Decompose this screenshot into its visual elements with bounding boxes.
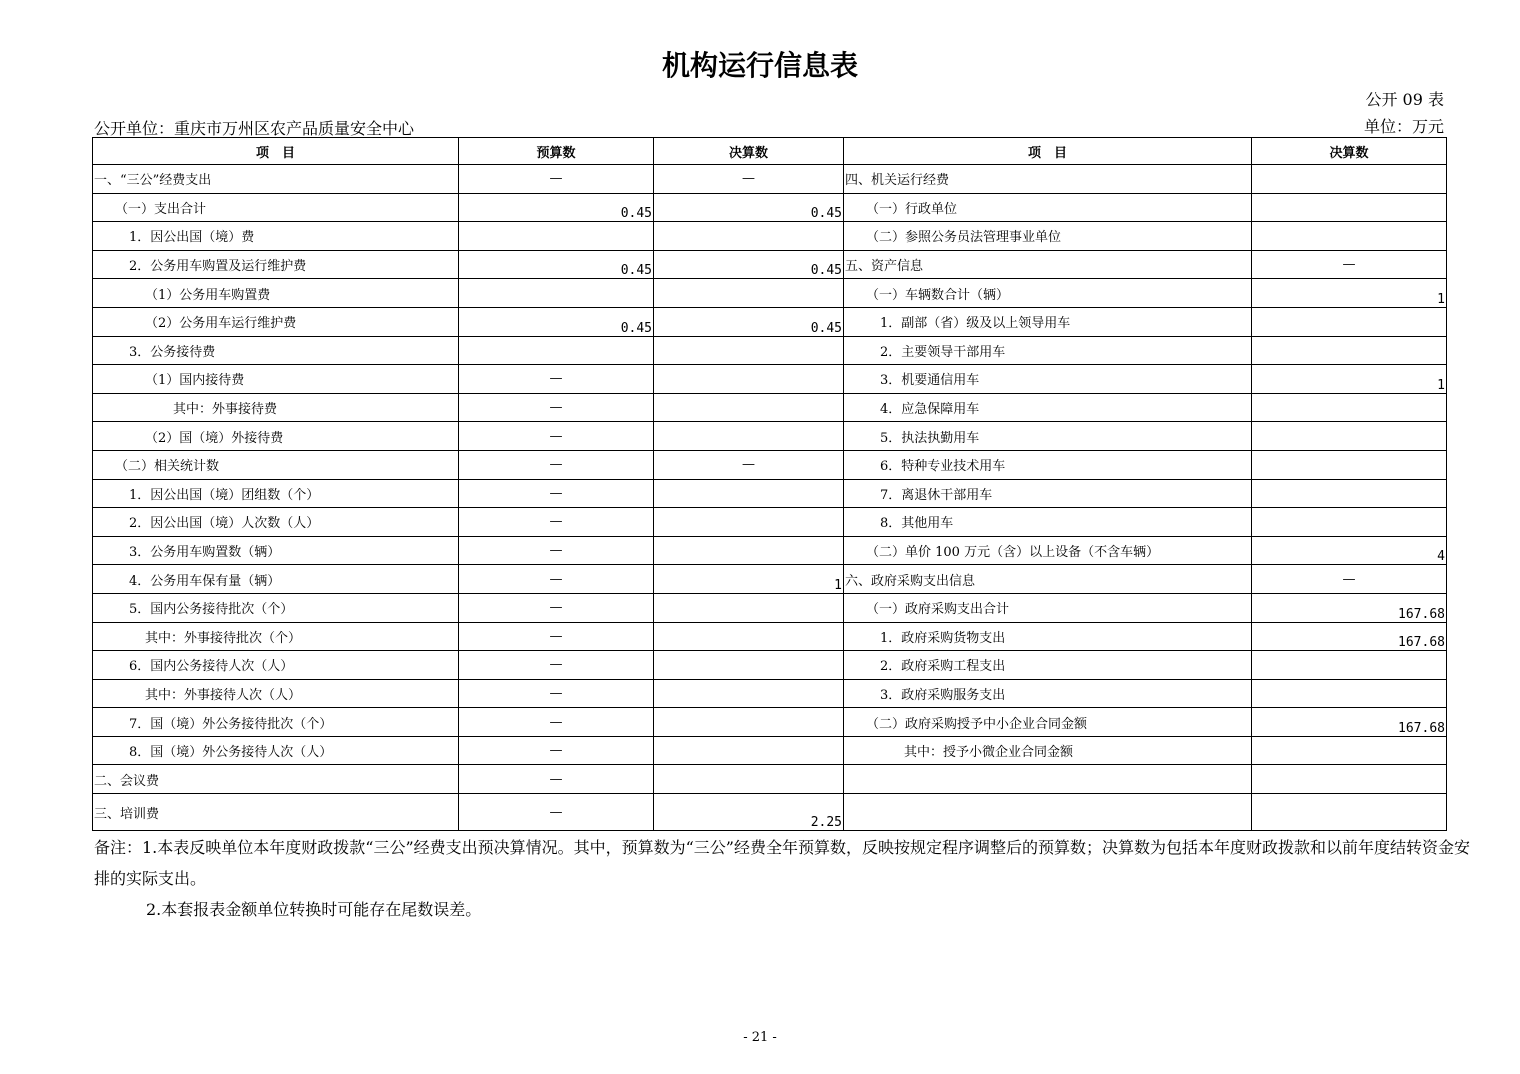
page-title: 机构运行信息表 bbox=[661, 49, 858, 82]
cell-item-right: 2．主要领导干部用车 bbox=[844, 336, 1252, 365]
cell-item-right: 六、政府采购支出信息 bbox=[844, 565, 1252, 594]
cell-final-left bbox=[654, 508, 844, 537]
cell-budget: — bbox=[459, 536, 654, 565]
cell-final-left bbox=[654, 708, 844, 737]
cell-item-right: （二）单价 100 万元（含）以上设备（不含车辆） bbox=[844, 536, 1252, 565]
cell-item-left: （2）公务用车运行维护费 bbox=[93, 307, 459, 336]
cell-final-left bbox=[654, 765, 844, 794]
cell-final-right bbox=[1252, 165, 1447, 194]
cell-item-right: 1．政府采购货物支出 bbox=[844, 622, 1252, 651]
table-row bbox=[93, 365, 1447, 394]
cell-budget bbox=[459, 222, 654, 251]
cell-item-right: 3．政府采购服务支出 bbox=[844, 679, 1252, 708]
cell-final-right: 1 bbox=[1252, 365, 1447, 394]
cell-final-right bbox=[1252, 765, 1447, 794]
cell-final-left bbox=[654, 536, 844, 565]
cell-item-right: （一）行政单位 bbox=[844, 193, 1252, 222]
cell-item-right: 3．机要通信用车 bbox=[844, 365, 1252, 394]
cell-item-left: 其中：外事接待人次（人） bbox=[93, 679, 459, 708]
header-budget: 预算数 bbox=[459, 138, 654, 165]
cell-item-right: 7．离退休干部用车 bbox=[844, 479, 1252, 508]
cell-budget bbox=[459, 336, 654, 365]
cell-final-left bbox=[654, 393, 844, 422]
notes bbox=[94, 832, 1484, 925]
page-number: - 21 - bbox=[743, 1030, 777, 1045]
cell-item-right: 5．执法执勤用车 bbox=[844, 422, 1252, 451]
cell-item-right: 四、机关运行经费 bbox=[844, 165, 1252, 194]
cell-final-left bbox=[654, 593, 844, 622]
table-row bbox=[93, 536, 1447, 565]
cell-final-left bbox=[654, 651, 844, 680]
cell-item-right bbox=[844, 794, 1252, 831]
note-line-1: 备注：1.本表反映单位本年度财政拨款“三公”经费支出预决算情况。其中，预算数为“三公”经费全年预算数，反映按规定程序调整后的预算数；决算数为包括本年度财政拨款和以前年度结转资金安排的实际支出。 bbox=[94, 838, 1470, 888]
cell-budget: — bbox=[459, 450, 654, 479]
cell-item-left: 1．因公出国（境）团组数（个） bbox=[93, 479, 459, 508]
cell-item-right: （二）参照公务员法管理事业单位 bbox=[844, 222, 1252, 251]
table-row bbox=[93, 193, 1447, 222]
cell-budget: — bbox=[459, 365, 654, 394]
cell-budget bbox=[459, 279, 654, 308]
header-final-right: 决算数 bbox=[1252, 138, 1447, 165]
cell-item-left: 4．公务用车保有量（辆） bbox=[93, 565, 459, 594]
cell-budget: — bbox=[459, 393, 654, 422]
cell-final-right bbox=[1252, 393, 1447, 422]
cell-final-right bbox=[1252, 651, 1447, 680]
cell-item-left: （2）国（境）外接待费 bbox=[93, 422, 459, 451]
cell-budget: 0.45 bbox=[459, 307, 654, 336]
header-item-left: 项 目 bbox=[93, 138, 459, 165]
cell-item-right: 8．其他用车 bbox=[844, 508, 1252, 537]
cell-budget: — bbox=[459, 651, 654, 680]
table-row bbox=[93, 422, 1447, 451]
cell-item-right: 4．应急保障用车 bbox=[844, 393, 1252, 422]
table-row bbox=[93, 279, 1447, 308]
cell-item-right: 6．特种专业技术用车 bbox=[844, 450, 1252, 479]
form-number: 公开 09 表 bbox=[1365, 90, 1444, 109]
cell-item-left: 三、培训费 bbox=[93, 794, 459, 831]
cell-final-left: — bbox=[654, 450, 844, 479]
cell-final-left bbox=[654, 622, 844, 651]
cell-budget: — bbox=[459, 508, 654, 537]
cell-budget: 0.45 bbox=[459, 250, 654, 279]
cell-final-right: — bbox=[1252, 250, 1447, 279]
cell-budget: — bbox=[459, 593, 654, 622]
cell-final-left: 0.45 bbox=[654, 193, 844, 222]
table-row bbox=[93, 479, 1447, 508]
cell-final-right: 167.68 bbox=[1252, 708, 1447, 737]
cell-item-right: 五、资产信息 bbox=[844, 250, 1252, 279]
cell-budget: — bbox=[459, 794, 654, 831]
table-row bbox=[93, 165, 1447, 194]
cell-item-left: 5．国内公务接待批次（个） bbox=[93, 593, 459, 622]
cell-budget: 0.45 bbox=[459, 193, 654, 222]
cell-item-left: 1．因公出国（境）费 bbox=[93, 222, 459, 251]
cell-item-right: 1．副部（省）级及以上领导用车 bbox=[844, 307, 1252, 336]
cell-budget: — bbox=[459, 679, 654, 708]
cell-final-left bbox=[654, 222, 844, 251]
table-row bbox=[93, 593, 1447, 622]
cell-budget: — bbox=[459, 736, 654, 765]
cell-final-left bbox=[654, 336, 844, 365]
cell-final-left: 1 bbox=[654, 565, 844, 594]
header-final-left: 决算数 bbox=[654, 138, 844, 165]
reporting-unit-name: 重庆市万州区农产品质量安全中心 bbox=[174, 119, 415, 138]
cell-final-right bbox=[1252, 679, 1447, 708]
table-row bbox=[93, 622, 1447, 651]
cell-item-left: 其中：外事接待批次（个） bbox=[93, 622, 459, 651]
table-row bbox=[93, 765, 1447, 794]
cell-final-right bbox=[1252, 422, 1447, 451]
cell-final-left: 0.45 bbox=[654, 250, 844, 279]
currency-unit: 单位：万元 bbox=[1363, 117, 1444, 136]
cell-item-left: 6．国内公务接待人次（人） bbox=[93, 651, 459, 680]
cell-final-left: 0.45 bbox=[654, 307, 844, 336]
cell-final-left bbox=[654, 365, 844, 394]
cell-item-right: （一）政府采购支出合计 bbox=[844, 593, 1252, 622]
cell-final-right bbox=[1252, 794, 1447, 831]
table-row bbox=[93, 336, 1447, 365]
cell-final-right bbox=[1252, 193, 1447, 222]
cell-item-left: （1）公务用车购置费 bbox=[93, 279, 459, 308]
cell-final-left bbox=[654, 279, 844, 308]
cell-item-left: 其中：外事接待费 bbox=[93, 393, 459, 422]
cell-final-left: — bbox=[654, 165, 844, 194]
cell-budget: — bbox=[459, 165, 654, 194]
cell-final-right bbox=[1252, 336, 1447, 365]
table-row bbox=[93, 679, 1447, 708]
cell-item-right: 2．政府采购工程支出 bbox=[844, 651, 1252, 680]
table-row bbox=[93, 250, 1447, 279]
cell-item-left: 2．公务用车购置及运行维护费 bbox=[93, 250, 459, 279]
cell-final-right: 167.68 bbox=[1252, 593, 1447, 622]
cell-budget: — bbox=[459, 565, 654, 594]
cell-final-left: 2.25 bbox=[654, 794, 844, 831]
cell-final-right: 167.68 bbox=[1252, 622, 1447, 651]
cell-item-left: （二）相关统计数 bbox=[93, 450, 459, 479]
cell-final-left bbox=[654, 422, 844, 451]
cell-item-left: （1）国内接待费 bbox=[93, 365, 459, 394]
cell-item-right: 其中：授予小微企业合同金额 bbox=[844, 736, 1252, 765]
cell-item-left: 8．国（境）外公务接待人次（人） bbox=[93, 736, 459, 765]
cell-budget: — bbox=[459, 765, 654, 794]
cell-final-right bbox=[1252, 450, 1447, 479]
cell-item-right: （一）车辆数合计（辆） bbox=[844, 279, 1252, 308]
table-row bbox=[93, 450, 1447, 479]
table-row bbox=[93, 393, 1447, 422]
cell-final-right: — bbox=[1252, 565, 1447, 594]
cell-item-left: 7．国（境）外公务接待批次（个） bbox=[93, 708, 459, 737]
cell-item-left: 2．因公出国（境）人次数（人） bbox=[93, 508, 459, 537]
table-row bbox=[93, 736, 1447, 765]
cell-final-left bbox=[654, 736, 844, 765]
cell-final-right: 4 bbox=[1252, 536, 1447, 565]
header-item-right: 项 目 bbox=[844, 138, 1252, 165]
cell-item-right: （二）政府采购授予中小企业合同金额 bbox=[844, 708, 1252, 737]
cell-budget: — bbox=[459, 422, 654, 451]
table-header-row bbox=[93, 138, 1447, 165]
reporting-unit bbox=[94, 116, 414, 139]
table-row bbox=[93, 794, 1447, 831]
cell-item-right bbox=[844, 765, 1252, 794]
table-body bbox=[93, 165, 1447, 831]
cell-final-right bbox=[1252, 479, 1447, 508]
cell-final-right: 1 bbox=[1252, 279, 1447, 308]
cell-final-right bbox=[1252, 307, 1447, 336]
table-row bbox=[93, 708, 1447, 737]
cell-budget: — bbox=[459, 622, 654, 651]
reporting-unit-label: 公开单位： bbox=[94, 119, 175, 138]
cell-budget: — bbox=[459, 479, 654, 508]
cell-item-left: 一、“三公”经费支出 bbox=[93, 165, 459, 194]
info-table bbox=[92, 137, 1447, 831]
cell-item-left: （一）支出合计 bbox=[93, 193, 459, 222]
cell-final-left bbox=[654, 479, 844, 508]
table-row bbox=[93, 565, 1447, 594]
cell-final-right bbox=[1252, 508, 1447, 537]
cell-item-left: 3．公务用车购置数（辆） bbox=[93, 536, 459, 565]
cell-final-left bbox=[654, 679, 844, 708]
cell-item-left: 3．公务接待费 bbox=[93, 336, 459, 365]
note-line-2: 2.本套报表金额单位转换时可能存在尾数误差。 bbox=[146, 900, 482, 919]
table-row bbox=[93, 508, 1447, 537]
table-row bbox=[93, 307, 1447, 336]
cell-budget: — bbox=[459, 708, 654, 737]
cell-final-right bbox=[1252, 222, 1447, 251]
table-row bbox=[93, 651, 1447, 680]
table-row bbox=[93, 222, 1447, 251]
cell-item-left: 二、会议费 bbox=[93, 765, 459, 794]
cell-final-right bbox=[1252, 736, 1447, 765]
